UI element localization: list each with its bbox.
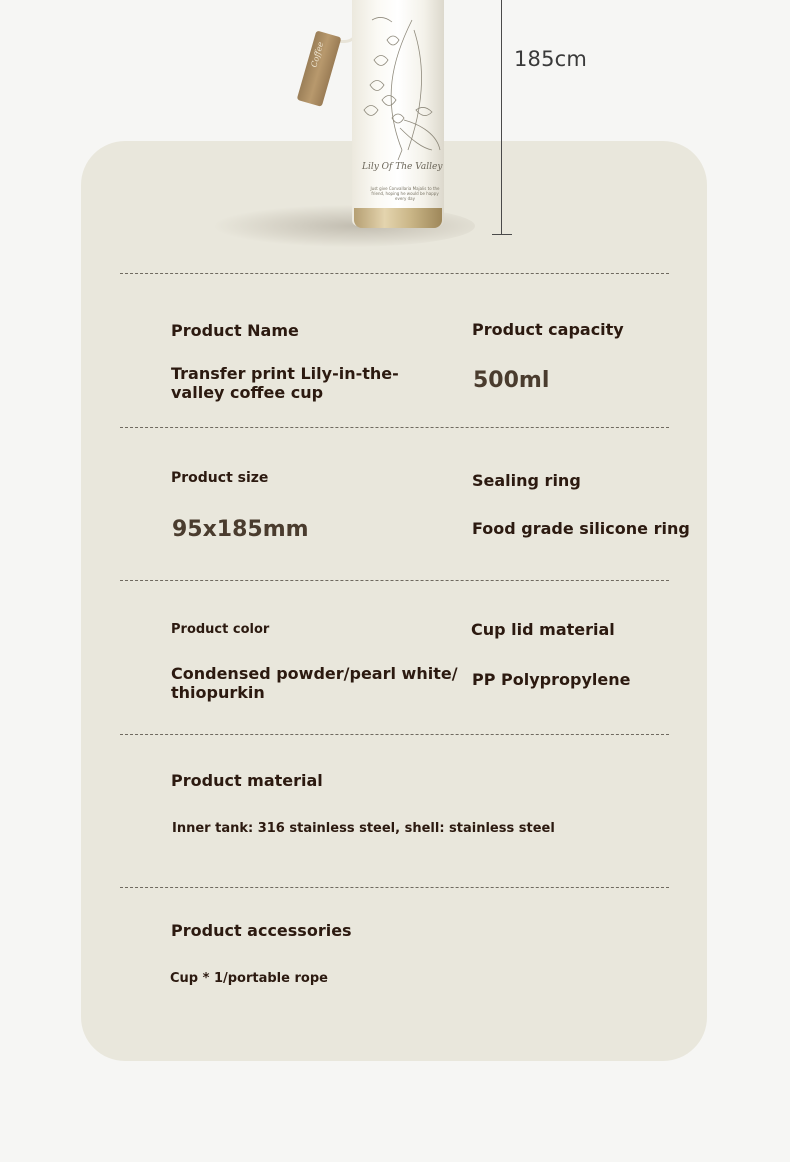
cup-metal-base [354,208,442,228]
product-material-value: Inner tank: 316 stainless steel, shell: stainless steel [172,821,555,836]
product-capacity-label: Product capacity [472,320,624,339]
divider [120,427,669,428]
product-name-label: Product Name [171,321,299,340]
product-color-value-line1: Condensed powder/pearl white/ [171,664,458,683]
product-accessories-label: Product accessories [171,921,352,940]
product-color-value [171,664,458,702]
divider [120,273,669,274]
product-size-label: Product size [171,470,269,486]
product-accessories-value: Cup * 1/portable rope [170,971,328,986]
divider [120,580,669,581]
cup-print-tagline: Just give Convallaria Majalis to the friend, hoping he would be happy every day [370,186,440,201]
divider [120,887,669,888]
product-name-value-line2: valley coffee cup [171,383,324,402]
divider [120,734,669,735]
sealing-ring-value: Food grade silicone ring [472,519,690,538]
height-dimension-line [501,0,502,235]
cup-lid-material-value: PP Polypropylene [472,670,631,689]
product-size-value: 95x185mm [172,517,309,542]
cup-lid-material-label: Cup lid material [471,620,615,639]
product-color-value-line2: thiopurkin [171,683,265,702]
height-dimension-label: 185cm [514,47,588,71]
cup-print-title: Lily Of The Valley [362,162,443,172]
product-capacity-value: 500ml [473,368,550,393]
product-name-value [171,364,399,402]
product-name-value-line1: Transfer print Lily-in-the- [171,364,399,383]
product-material-label: Product material [171,771,323,790]
height-dimension-cap [492,234,512,235]
sealing-ring-label: Sealing ring [472,471,581,490]
coffee-tag [297,30,342,106]
product-color-label: Product color [171,622,270,637]
coffee-tag-text: Coffee [309,40,326,69]
